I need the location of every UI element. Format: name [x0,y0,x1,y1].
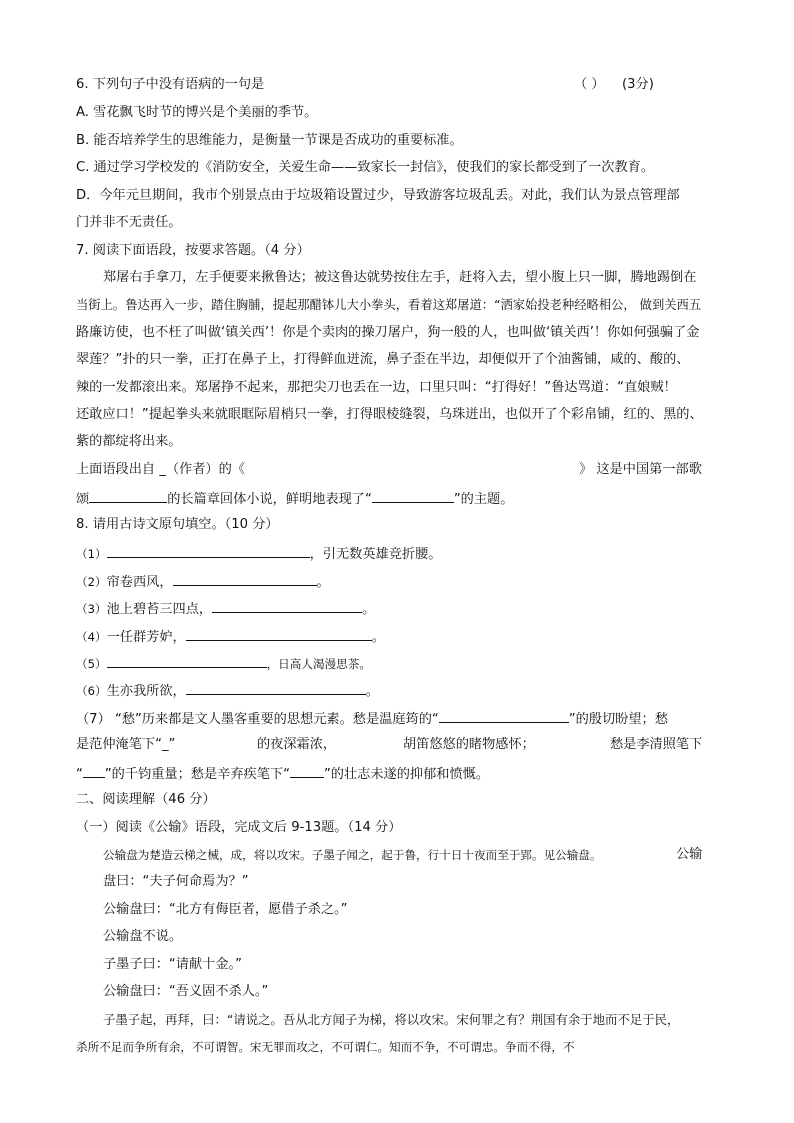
item-text: 是范仲淹笔下“_” [76,737,176,752]
q8-item-1 [76,543,441,565]
item-number: （5） [76,657,107,671]
q6-option-d-cont: 门并非不无责任。 [76,215,182,230]
q7-passage-line: 辣的一发都滚出来。郑屠挣不起来，那把尖刀也丢在一边，口里只叫：“打得好！”鲁达骂道：“直娘贼！ [76,380,677,395]
item-text: 池上碧苔三四点， [106,602,213,617]
q8-item-4 [76,626,385,648]
poem-blank[interactable] [107,653,267,668]
item-number: （3） [76,602,107,616]
poem-blank[interactable] [83,763,105,778]
q7-fill-line-1 [76,460,245,480]
item-text: 。 [371,630,385,645]
q8-item-7-line2 [76,735,175,755]
poem-blank[interactable] [186,626,372,641]
q7-passage-line: 还敢应口！”提起拳头来就眼眶际眉梢只一拳，打得眼棱缝裂，乌珠迸出，也似开了个彩帛铺，红的、黑的、 [76,407,703,422]
q6-option-c: C. 通过学习学校发的《消防安全，关爱生命——致家长一封信》，使我们的家长都受到了一次教育。 [76,160,655,175]
q8-item-7-line3 [76,763,489,785]
item-number: （4） [76,630,107,644]
gongshu-line-tail: 公输 [676,847,703,862]
q7-passage-line: 路廉访使，也不枉了叫做‘镇关西’！你是个卖肉的操刀屠户，狗一般的人，也叫做‘镇关西’！你如何强骗了金 [76,325,700,340]
item-text: 。 [362,602,376,617]
q8-item-7-line2-c: 胡笛悠悠的睹物感怀； [403,737,535,752]
item-text: ，引无数英雄竞折腰。 [309,547,442,562]
item-text: （7） “愁”历来都是文人墨客重要的思想元素。愁是温庭筠的“ [76,712,439,727]
q8-item-5 [76,653,371,674]
q8-item-7-line1 [76,708,668,730]
q7-fill1-text-b: 》 这是中国第一部歌 [579,462,702,477]
item-text: ”的殷切盼望；愁 [568,712,668,727]
q7-passage-line: 郑屠右手拿刀，左手便要来揪鲁达；被这鲁达就势按住左手，赶将入去，望小腹上只一脚，腾地踢倒在 [103,270,697,285]
poem-blank[interactable] [212,598,362,613]
section2-title: 二、阅读理解（46 分） [76,792,216,807]
q6-option-d: D．今年元旦期间，我市个别景点由于垃圾箱设置过少，导致游客垃圾乱丢。对此，我们认为景点管理部 [76,188,680,203]
item-text: 。 [316,575,330,590]
q6-option-b: B. 能否培养学生的思维能力，是衡量一节课是否成功的重要标准。 [76,133,463,148]
q6-stem-line [76,75,264,95]
q7-passage-line: 紫的都绽将出来。 [76,434,182,449]
gongshu-line: 公输盘曰：“吾义固不杀人。” [103,984,269,999]
q7-passage-line: 当街上。鲁达再入一步，踏住胸脯，提起那醋钵儿大小拳头，看着这郑屠道：“洒家始投老种经略相公， 做到关西五 [76,298,702,312]
item-text: “ [76,767,83,782]
section2-sub1: （一）阅读《公输》语段，完成文后 9-13题。（14 分） [76,820,402,835]
q6-answer-paren: （ ） [574,77,605,92]
q6-option-a: A. 雪花飘飞时节的博兴是个美丽的季节。 [76,105,318,120]
gongshu-line: 子墨子起，再拜，曰：“请说之。吾从北方闻子为梯，将以攻宋。宋何罪之有？荆国有余于地而不足于民， [103,1012,680,1027]
poem-blank[interactable] [107,543,310,558]
gongshu-line: 公输盘不说。 [103,929,183,944]
q8-item-6 [76,680,379,702]
gongshu-line: 杀所不足而争所有余，不可谓智。宋无罪而攻之，不可谓仁。知而不争，不可谓忠。争而不得，不 [76,1040,575,1054]
poem-blank[interactable] [439,708,569,723]
item-number: （6） [76,684,107,698]
gongshu-line: 公输盘为楚造云梯之械，成，将以攻宋。子墨子闻之，起于鲁，行十日十夜而至于郢。见公输盘。 [103,848,602,862]
item-text: ”的千钧重量；愁是辛弃疾笔下“ [104,767,290,782]
poem-blank[interactable] [173,571,317,586]
q6-stem: 6. 下列句子中没有语病的一句是 [76,77,265,92]
item-text: 帘卷西风， [106,575,173,590]
poem-blank[interactable] [186,680,366,695]
q7-fill2-text-c: ”的主题。 [453,492,514,507]
item-text: 生亦我所欲， [106,684,186,699]
q7-fill2-text-a: 颂 [76,492,90,507]
item-text: ，日高人渴漫思茶。 [266,657,371,671]
item-number: （1） [76,547,107,561]
q8-item-7-line2-b: 的夜深霜浓， [257,737,337,752]
q8-item-3 [76,598,375,620]
theme-blank[interactable] [372,488,454,503]
gongshu-line: 盘曰：“夫子何命焉为？” [103,874,249,889]
poem-blank[interactable] [290,763,324,778]
q7-passage-line: 翠莲？”扑的只一拳，正打在鼻子上，打得鲜血迸流，鼻子歪在半边，却便似开了个油酱铺，咸的、酸的、 [76,352,690,367]
q6-score: (3分) [622,77,654,92]
q8-item-2 [76,571,330,593]
item-text: ”的壮志未遂的抑郁和愤慨。 [323,767,490,782]
gongshu-line: 子墨子曰：“请献十金。” [103,957,242,972]
q8-stem: 8. 请用古诗文原句填空。（10 分） [76,517,279,532]
q8-item-7-line2-d: 愁是李清照笔下 [610,737,703,752]
q7-fill-line-2 [76,488,513,510]
q7-fill1-text-a: 上面语段出自 _（作者）的《 [76,462,246,477]
q7-fill2-text-b: 的长篇章回体小说，鲜明地表现了“ [167,492,372,507]
item-text: 。 [365,684,379,699]
item-number: （2） [76,575,107,589]
item-text: 一任群芳妒， [106,630,186,645]
gongshu-line: 公输盘曰：“北方有侮臣者，愿借子杀之。” [103,902,348,917]
q7-stem: 7. 阅读下面语段，按要求答题。（4 分） [76,243,310,258]
author-blank[interactable] [89,488,167,503]
